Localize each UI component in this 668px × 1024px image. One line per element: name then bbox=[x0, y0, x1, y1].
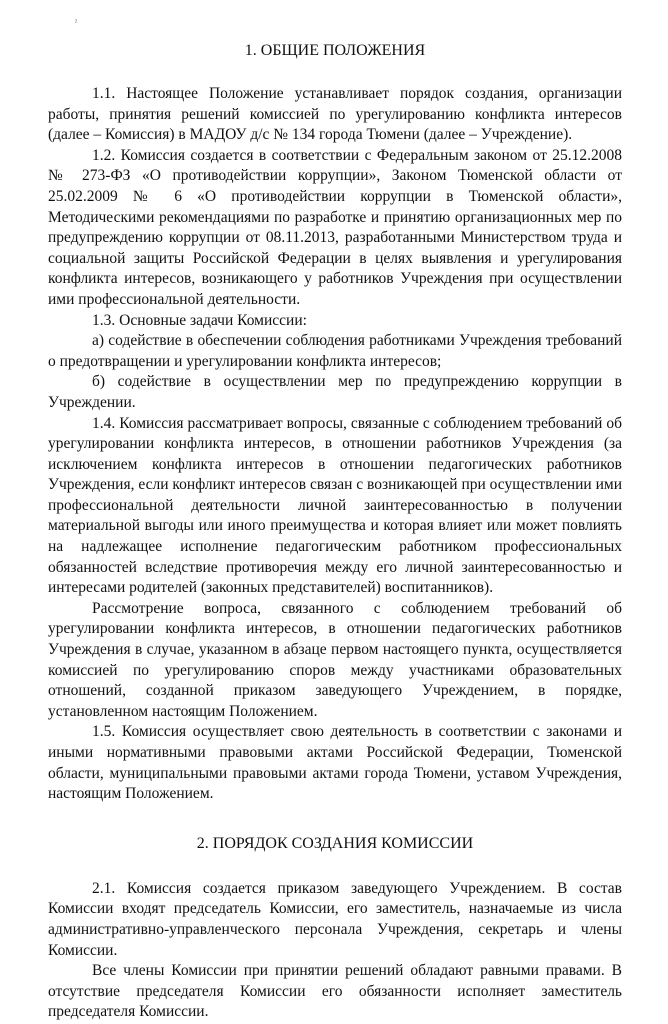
paragraph-1-3-a: а) содействие в обеспечении соблюдения работниками Учреждения требований о предотвращении и урегулировании конфликта интересов; bbox=[48, 332, 622, 370]
paragraph-1-4: 1.4. Комиссия рассматривает вопросы, связанные с соблюдением требований об урегулировании конфликта интересов, в отношении работников Учреждения (за исключением конфликта интересов в отношении педагогических работников Учреждения, если конфликт интересов связан с возникающей при осуществлении ими профессиональной деятельности личной заинтересованностью в получении материальной выгоды или иного преимущества и которая влияет или может повлиять на надлежащее исполнение педагогическим работником профессиональных обязанностей вследствие противоречия между его личной заинтересованностью и интересами родителей (законных представителей) воспитанников). bbox=[48, 414, 622, 597]
paragraph-1-5: 1.5. Комиссия осуществляет свою деятельность в соответствии с законами и иными нормативными правовыми актами Российской Федерации, Тюменской области, муниципальными правовыми актами города Тюмени, уставом Учреждения, настоящим Положением. bbox=[48, 723, 622, 803]
paragraph-2-1-continued: Все члены Комиссии при принятии решений обладают равными правами. В отсутствие председателя Комиссии его обязанности исполняет заместитель председателя Комиссии. bbox=[48, 962, 622, 1021]
paragraph-1-3-b: б) содействие в осуществлении мер по предупреждению коррупции в Учреждении. bbox=[48, 373, 622, 411]
paragraph-1-2: 1.2. Комиссия создается в соответствии с Федеральным законом от 25.12.2008 № 273-ФЗ «О противодействии коррупции», Законом Тюменской области от 25.02.2009 № 6 «О противодействии коррупции в Тюменской области», Методическими рекомендациями по разработке и принятию организационных мер по предупреждению коррупции от 08.11.2013, разработанными Министерством труда и социальной защиты Российской Федерации в целях выявления и урегулирования конфликта интересов, возникающего у работников Учреждения при осуществлении ими профессиональной деятельности. bbox=[48, 146, 622, 308]
section-1-title: 1. ОБЩИЕ ПОЛОЖЕНИЯ bbox=[244, 42, 426, 59]
paragraph-1-3: 1.3. Основные задачи Комиссии: bbox=[92, 311, 307, 329]
scan-mark: ˀ bbox=[75, 18, 77, 27]
section-2-title: 2. ПОРЯДОК СОЗДАНИЯ КОМИССИИ bbox=[196, 834, 474, 852]
document-page bbox=[48, 40, 622, 1023]
paragraph-2-1: 2.1. Комиссия создается приказом заведующего Учреждением. В состав Комиссии входят председатель Комиссии, его заместитель, назначаемые из числа административно-управленческого персонала Учреждения, секретарь и члены Комиссии. bbox=[48, 879, 622, 959]
paragraph-1-1: 1.1. Настоящее Положение устанавливает порядок создания, организации работы, принятия решений комиссией по урегулированию конфликта интересов (далее – Комиссия) в МАДОУ д/с № 134 города Тюмени (далее – Учреждение). bbox=[48, 85, 622, 144]
paragraph-1-4-continued: Рассмотрение вопроса, связанного с соблюдением требований об урегулировании конфликта интересов, в отношении педагогических работников Учреждения в случае, указанном в абзаце первом настоящего пункта, осуществляется комиссией по урегулированию споров между участниками образовательных отношений, созданной приказом заведующего Учреждением, в порядке, установленном настоящим Положением. bbox=[48, 599, 622, 720]
